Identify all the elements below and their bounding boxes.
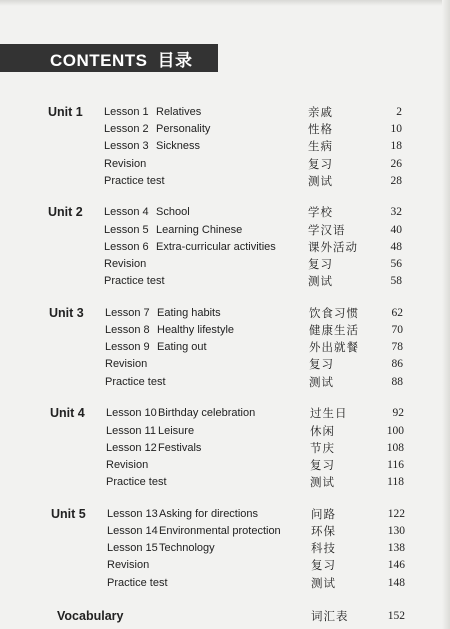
toc-entry xyxy=(3,540,450,557)
lesson-number: Practice test xyxy=(107,576,168,589)
chinese-title: 性格 xyxy=(308,122,333,137)
page-number: 32 xyxy=(390,206,402,219)
page-edge xyxy=(0,0,450,6)
chinese-title: 复习 xyxy=(310,457,335,472)
chinese-title: 饮食习惯 xyxy=(309,305,359,320)
lesson-number: Revision xyxy=(104,157,147,170)
lesson-title: Environmental protection xyxy=(159,524,281,537)
toc-entry xyxy=(1,305,450,322)
lesson xyxy=(107,523,281,540)
page-number: 78 xyxy=(391,341,403,354)
unit-section xyxy=(3,506,450,592)
chinese-title: 学校 xyxy=(308,205,333,220)
lesson xyxy=(104,121,210,138)
toc-entry xyxy=(0,256,450,273)
lesson-number: Lesson 13 xyxy=(107,507,158,520)
chinese-title: 复习 xyxy=(308,156,333,171)
toc-entry xyxy=(3,506,450,523)
page-number: 2 xyxy=(396,106,402,118)
lesson-number: Practice test xyxy=(104,174,165,187)
lesson-title: Extra-curricular activities xyxy=(156,240,276,253)
title-cn: 目录 xyxy=(157,50,193,71)
lesson xyxy=(104,156,156,173)
lesson-title: Sickness xyxy=(156,140,201,153)
page-number: 18 xyxy=(390,140,402,153)
page-number: 62 xyxy=(391,306,403,319)
page-number: 86 xyxy=(391,358,403,371)
unit-section xyxy=(2,405,450,491)
lesson-number: Lesson 2 xyxy=(104,123,149,136)
unit-label: Unit 1 xyxy=(48,105,83,119)
lesson xyxy=(106,440,201,457)
page-number: 28 xyxy=(390,174,402,187)
title-en: CONTENTS xyxy=(50,50,148,70)
toc-entry xyxy=(2,440,450,457)
chinese-title: 测试 xyxy=(308,173,333,188)
vocabulary-label: Vocabulary xyxy=(57,608,124,623)
page-number: 146 xyxy=(387,559,405,572)
lesson-number: Revision xyxy=(105,358,148,371)
lesson-number: Lesson 10 xyxy=(106,407,157,420)
lesson-title: Birthday celebration xyxy=(158,407,256,420)
lesson-number: Revision xyxy=(107,559,150,572)
toc-entry xyxy=(2,474,450,491)
page-number: 100 xyxy=(386,424,404,437)
chinese-title: 课外活动 xyxy=(308,239,358,254)
page-number: 40 xyxy=(390,223,402,236)
toc-entry xyxy=(1,356,450,373)
lesson-title: Eating out xyxy=(157,341,207,354)
lesson xyxy=(104,273,165,290)
lesson xyxy=(107,540,215,557)
lesson-title: Festivals xyxy=(158,441,202,454)
page-number: 58 xyxy=(390,275,402,288)
page-number: 108 xyxy=(386,441,404,454)
page-number: 122 xyxy=(387,507,405,520)
lesson-number: Lesson 7 xyxy=(105,306,150,319)
unit-label: Unit 4 xyxy=(50,406,85,421)
toc-entry xyxy=(2,423,450,440)
page-number: 116 xyxy=(387,458,404,471)
table-of-contents xyxy=(0,104,450,625)
lesson-number: Practice test xyxy=(106,476,167,489)
chinese-title: 复习 xyxy=(309,357,334,372)
unit-label: Unit 5 xyxy=(51,506,86,521)
vocabulary-cn: 词汇表 xyxy=(311,608,349,623)
toc-entry xyxy=(1,339,450,356)
lesson-number: Lesson 5 xyxy=(104,223,149,236)
toc-entry xyxy=(0,273,450,290)
unit-section xyxy=(1,305,450,391)
lesson-title: Personality xyxy=(156,123,211,136)
lesson-number: Lesson 14 xyxy=(107,524,158,537)
lesson xyxy=(105,322,234,339)
lesson-number: Lesson 9 xyxy=(105,341,150,354)
toc-entry xyxy=(3,575,450,592)
lesson-number: Lesson 4 xyxy=(104,206,149,219)
toc-entry xyxy=(0,222,450,239)
chinese-title: 复习 xyxy=(308,257,333,271)
lesson-number: Revision xyxy=(106,458,149,471)
page-title xyxy=(50,46,193,71)
page-number: 118 xyxy=(387,476,404,489)
toc-entry xyxy=(2,405,450,422)
toc-entry xyxy=(0,156,450,173)
lesson xyxy=(106,423,194,440)
toc-entry xyxy=(0,121,450,138)
toc-entry xyxy=(0,239,450,256)
toc-entry xyxy=(2,457,450,474)
lesson-title: Learning Chinese xyxy=(156,223,243,236)
chinese-title: 学汉语 xyxy=(308,222,346,237)
chinese-title: 生病 xyxy=(308,139,333,154)
lesson-number: Lesson 11 xyxy=(106,424,156,437)
unit-section xyxy=(0,104,450,190)
lesson-number: Lesson 8 xyxy=(105,324,150,337)
lesson-number: Revision xyxy=(104,258,147,270)
lesson xyxy=(105,305,221,322)
chinese-title: 过生日 xyxy=(310,406,348,421)
vocabulary-page: 152 xyxy=(387,609,405,622)
lesson xyxy=(104,138,200,155)
chinese-title: 问路 xyxy=(311,506,336,521)
page-number: 48 xyxy=(390,240,402,253)
page-number: 130 xyxy=(387,524,405,537)
page-number: 26 xyxy=(390,157,402,170)
lesson xyxy=(104,173,165,190)
lesson xyxy=(104,104,201,121)
lesson xyxy=(107,506,258,523)
toc-entry xyxy=(0,138,450,155)
page-number: 56 xyxy=(390,258,402,270)
lesson xyxy=(104,222,242,239)
toc-entry xyxy=(3,523,450,540)
lesson-number: Lesson 3 xyxy=(104,140,149,153)
lesson-title: Healthy lifestyle xyxy=(157,324,235,337)
unit-label: Unit 2 xyxy=(48,205,83,220)
lesson-title: Asking for directions xyxy=(159,507,259,520)
lesson-number: Lesson 6 xyxy=(104,240,149,253)
lesson-title: Relatives xyxy=(156,106,202,118)
contents-header xyxy=(0,44,218,72)
page-number: 138 xyxy=(387,542,405,555)
lesson-number: Lesson 1 xyxy=(104,106,149,118)
lesson xyxy=(106,405,255,422)
chinese-title: 亲戚 xyxy=(308,105,333,119)
chinese-title: 健康生活 xyxy=(309,323,359,338)
chinese-title: 环保 xyxy=(311,523,336,538)
page-number: 70 xyxy=(391,324,403,337)
lesson-number: Practice test xyxy=(105,375,166,388)
lesson xyxy=(105,356,157,373)
lesson xyxy=(106,474,167,491)
toc-entry xyxy=(1,374,450,391)
lesson xyxy=(107,557,159,574)
page-number: 88 xyxy=(391,375,403,388)
toc-entry xyxy=(1,322,450,339)
chinese-title: 外出就餐 xyxy=(309,340,359,355)
unit-label: Unit 3 xyxy=(49,305,84,320)
lesson-title: School xyxy=(156,206,190,219)
lesson xyxy=(104,239,276,256)
page-number: 148 xyxy=(387,576,405,589)
lesson xyxy=(104,256,156,273)
toc-entry xyxy=(0,104,450,121)
lesson xyxy=(104,204,190,221)
unit-section xyxy=(0,204,450,290)
lesson xyxy=(105,374,166,391)
page-number: 10 xyxy=(390,123,402,136)
chinese-title: 测试 xyxy=(308,274,333,289)
page-number: 92 xyxy=(392,407,404,420)
lesson-title: Eating habits xyxy=(157,306,221,319)
chinese-title: 休闲 xyxy=(310,423,335,438)
vocabulary-entry xyxy=(3,608,450,625)
lesson xyxy=(106,457,158,474)
chinese-title: 测试 xyxy=(311,575,336,590)
lesson-number: Lesson 12 xyxy=(106,441,157,454)
chinese-title: 节庆 xyxy=(310,440,335,455)
lesson-title: Technology xyxy=(159,542,215,555)
lesson-title: Leisure xyxy=(158,424,195,437)
lesson xyxy=(105,339,207,356)
lesson-number: Practice test xyxy=(104,275,165,288)
lesson-number: Lesson 15 xyxy=(107,542,158,555)
chinese-title: 测试 xyxy=(309,374,334,389)
toc-entry xyxy=(0,173,450,190)
chinese-title: 复习 xyxy=(311,558,336,573)
chinese-title: 测试 xyxy=(310,475,335,490)
toc-entry xyxy=(0,204,450,221)
toc-entry xyxy=(3,557,450,574)
lesson xyxy=(107,575,168,592)
chinese-title: 科技 xyxy=(311,541,336,556)
